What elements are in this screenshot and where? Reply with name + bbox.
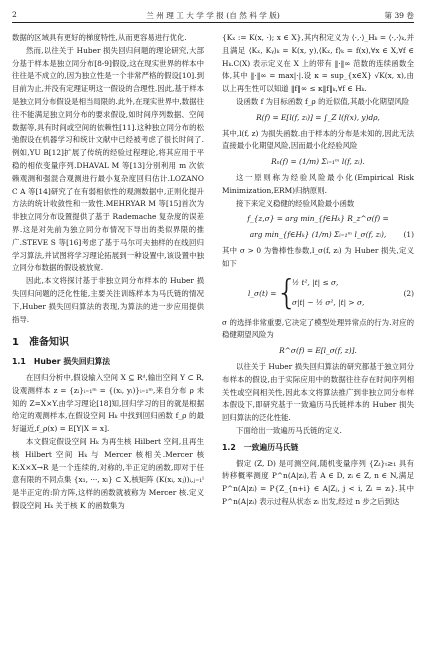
paragraph: 然而,以往关于 Huber 损失回归问题的理论研究,大部分基于样本是独立同分布[8-9]假设,这在现实世界的样本中往往是不成立的,因为独立性是一个非常严格的假设[10].到目前为止,并没有定理证明这一假设的合理性.因此,基于样本是独立同分布假设是相当局限的.此外,在现实世界中,数据往往不能满足独立同分布的要求假设,如时间序列数据、空间数据等,具有时间或空间的依赖性[11].这种独立同分布的松弛假设在机器学习和统计文献中已经被考虑了很长时间了.例如,YU B[12]扩展了传统的经验过程理论,将其应用于平稳的相依变量序列.DHAVAL M 等[13]分别利用 m 次依赖观测和强混合观测进行最小复杂度回归估计.LOZANO C A 等[14]研究了在有弱相依性的观测数据中,正则化提升方法的统计收敛性和一致性.MEHRYAR M 等[15]首次为非独立同分布设置提供了基于 Rademache 复杂度的误差界.这是对先前为独立同分布情况下导出的类似界限的推广.STEVE S 等[16]考虑了基于马尔可夫抽样的在线回归学习算法,并试图将学习理论拓展到一种设置中,该设置中独立同分布数据的假设被放宽. — [12, 45, 204, 273]
equation-empirical-risk: Rₙ(f) = (1/m) Σᵢ₌₁ᵐ l(f, zᵢ). — [271, 157, 365, 167]
page-number: 2 — [12, 10, 17, 19]
volume-label: 第 39 卷 — [384, 11, 414, 20]
section-heading — [12, 337, 204, 350]
paragraph: σ 的选择非常重要,它决定了模型处理异常点的行为.对应的稳健期望风险为 — [222, 317, 414, 340]
paragraph: 接下来定义稳健的经验风险最小函数 — [236, 198, 355, 208]
section-number: 1 — [12, 337, 19, 349]
paragraph: 因此,本文将探讨基于非独立同分布样本的 Huber 损失回归问题的泛化性能,主要关注训练样本为马氏链的情况下,Huber 损失回归算法的表现,为算法的进一步应用提供指导. — [12, 276, 204, 324]
equation-body: arg min_{f∈Hₖ} (1/m) Σᵢ₌₁ᵐ l_σ(f, zᵢ), — [249, 230, 387, 240]
running-header — [12, 8, 414, 23]
paragraph: 其中 σ > 0 为鲁棒性参数,l_σ(f, zᵢ) 为 Huber 损失,定义如下 — [222, 245, 414, 268]
left-brace-icon: { — [276, 272, 298, 313]
paragraph: 数据的区域具有更好的梯度特性,从而更容易进行优化. — [12, 33, 187, 42]
subsection-heading — [222, 442, 414, 455]
paragraph: 本文假定假设空间 Hₖ 为再生核 Hilbert 空间,且再生核 Hilbert 空间 Hₖ 与 Mercer 核相关.Mercer 核 K:X×X→R 是一个连续的,对称的,半正定的函数,即对于任意有限的不同点集 {x₁, ···, xₗ} ⊂ X,核矩阵 (K(xᵢ, xⱼ))ᵢ,ⱼ₌₁ˡ 是半正定的:阶方阵,这样的函数就被称为 Mercer 核.定义假设空间 Hₖ 关于核 K 的函数集为 — [12, 436, 204, 510]
equation-robust-erm-line2 — [222, 229, 414, 242]
paragraph: 这一原则称为经验风险最小化(Empirical Risk Minimization,ERM)归纳原则. — [222, 172, 414, 195]
subsection-title: 一致遍历马氏链 — [243, 442, 299, 452]
case-two: σ|t| − ½ σ², |t| > σ, — [292, 297, 365, 307]
case-one: ½ t², |t| ≤ σ, — [292, 277, 339, 287]
paragraph: 设函数 f 为目标函数 f_ρ 的近似值,其最小化期望风险 — [236, 96, 410, 106]
paragraph: 以往关于 Huber 损失回归算法的研究都基于独立同分布样本的假设,由于实际应用中的数据往往存在时间序列相关性或空间相关性,因此本文将算法推广到非独立同分布样本假设下,即研究基于一致遍历马氏链样本的 Huber 损失回归算法的泛化性能. — [222, 361, 414, 423]
subsection-heading — [12, 356, 204, 369]
left-column — [12, 32, 204, 513]
paragraph: 其中,l(f, z) 为损失函数.由于样本的分布是未知的,因此无法直接最小化期望风险,因而最小化经验风险 — [222, 128, 414, 151]
paragraph: 下面给出一致遍历马氏链的定义. — [236, 425, 342, 435]
paragraph: {Kₓ := K(x, ·); x ∈ X},其内积定义为 ⟨·,·⟩_Hₖ = ⟨·,·⟩ₖ,并且满足 ⟨Kₓ, Kᵧ⟩ₖ = K(x, y),⟨Kₓ, f⟩ₖ = f(x),∀x ∈ X,∀f ∈ Hₖ.C(X) 表示定义在 X 上的带有 ‖·‖∞ 范数的连续函数全体,其中 ‖·‖∞ = max|·|.设 κ = sup_{x∈X} √K(x, x),由以上再生性可以知道 ‖f‖∞ ≤ κ‖f‖ₖ,∀f ∈ Hₖ. — [222, 33, 414, 94]
right-column — [222, 32, 414, 509]
subsection-number: 1.1 — [12, 357, 26, 367]
equation-lhs: l_σ(t) = — [248, 288, 277, 298]
equation-number: (1) — [403, 230, 414, 240]
equation-number: (2) — [403, 288, 414, 298]
section-title: 准备知识 — [28, 337, 69, 349]
equation-huber-loss — [248, 272, 414, 313]
journal-title: 兰 州 理 工 大 学 学 报 (自 然 科 学 版) — [146, 11, 280, 20]
equation-expected-risk: R(f) = E[l(f, zᵢ)] = ∫_Z l(f(x), y)dρ, — [256, 112, 380, 122]
subsection-number: 1.2 — [222, 442, 236, 452]
paragraph: 在回归分析中,假设输入空间 X ⊆ Rᵈ,输出空间 Y ⊂ R,设观测样本 z = {zᵢ}ᵢ₌₁ᵐ = {(xᵢ, yᵢ)}ᵢ₌₁ᵐ,来自分布 ρ 未知的 Z=X×Y.由学习理论[18]知,回归学习的目的就是根据给定的观测样本,在假设空间 Hₖ 中找到回归函数 f_ρ 的最好逼近,f_ρ(x) = E[Y|X = x]. — [12, 372, 204, 434]
subsection-title: Huber 损失回归算法 — [33, 357, 111, 367]
equation-robust-risk: R^σ(f) = E[l_σ(f, z)]. — [279, 346, 357, 356]
equation-robust-erm-line1: f_{z,σ} = arg min_{f∈Hₖ} R_z^σ(f) = — [247, 214, 389, 224]
paragraph: 假定 (Z, D) 是可测空间,随机变量序列 {Zₜ}ₜ≥₁ 具有转移概率测度 P^n(A|zᵢ),若 A ∈ D, zᵢ ∈ Z, n ∈ N,满足 P^n(A|zᵢ) = P{Z_{n+i} ∈ A|Zⱼ, j < i, Zᵢ = zᵢ}.其中 P^n(A|zᵢ) 表示过程从状态 zᵢ 出发,经过 n 步之后到达 — [222, 458, 414, 506]
